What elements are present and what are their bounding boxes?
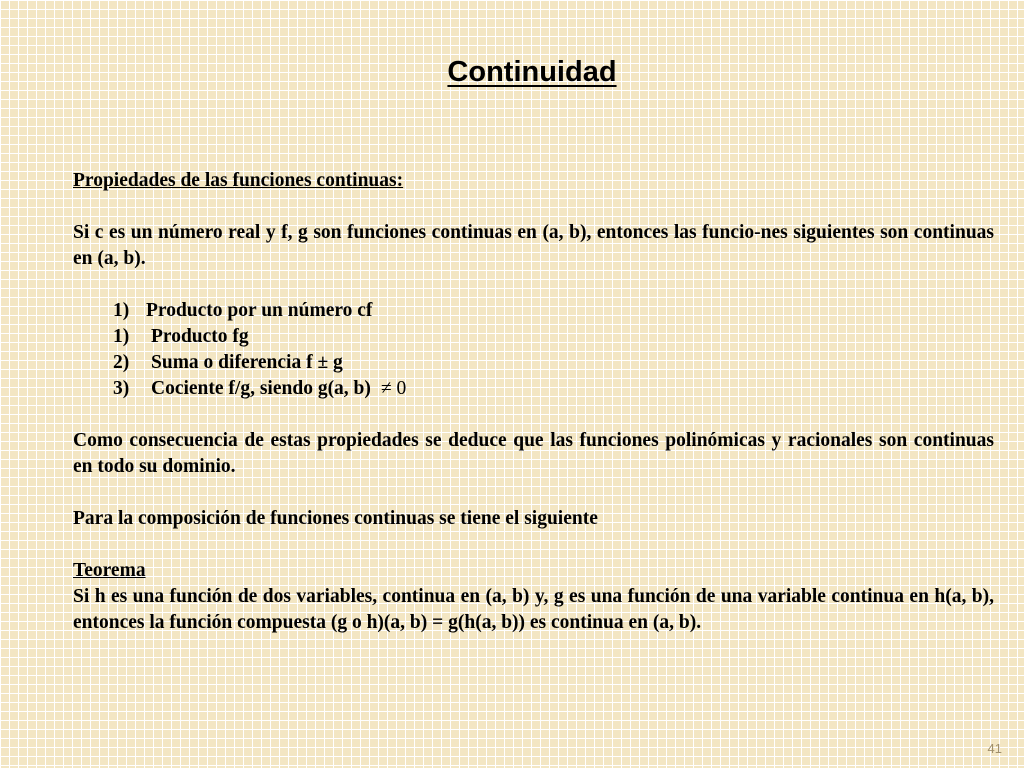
list-item-number: 2) [113,352,130,373]
list-item [73,324,994,350]
theorem-paragraph: Si h es una función de dos variables, continua en (a, b) y, g es una función de una variable continua en h(a, b), entonces la función compuesta (g o h)(a, b) = g(h(a, b)) es continua en (a, b). [73,586,994,633]
list-item-number: 1) [113,326,130,347]
list-item-text: Cociente f/g, siendo g(a, b) [151,378,371,399]
not-equal-zero: ≠ 0 [380,378,407,399]
list-item [73,298,994,324]
composition-paragraph: Para la composición de funciones continuas se tiene el siguiente [73,508,598,529]
slide-body [73,168,994,636]
page-number: 41 [987,741,1002,756]
properties-heading: Propiedades de las funciones continuas: [73,170,404,191]
consequence-paragraph: Como consecuencia de estas propiedades se deduce que las funciones polinómicas y racionales son continuas en todo su dominio. [73,430,994,477]
properties-list [73,298,994,402]
list-item [73,376,994,402]
list-item [73,350,994,376]
slide-title: Continuidad [447,56,617,88]
intro-paragraph: Si c es un número real y f, g son funciones continuas en (a, b), entonces las funcio-nes siguientes son continuas en (a, b). [73,222,994,269]
theorem-label: Teorema [73,560,146,581]
list-item-number: 3) [113,378,130,399]
list-item-text: Producto fg [151,326,249,347]
list-item-number: 1) [113,300,130,321]
list-item-text: Producto por un número cf [146,300,373,321]
list-item-text: Suma o diferencia f ± g [151,352,343,373]
